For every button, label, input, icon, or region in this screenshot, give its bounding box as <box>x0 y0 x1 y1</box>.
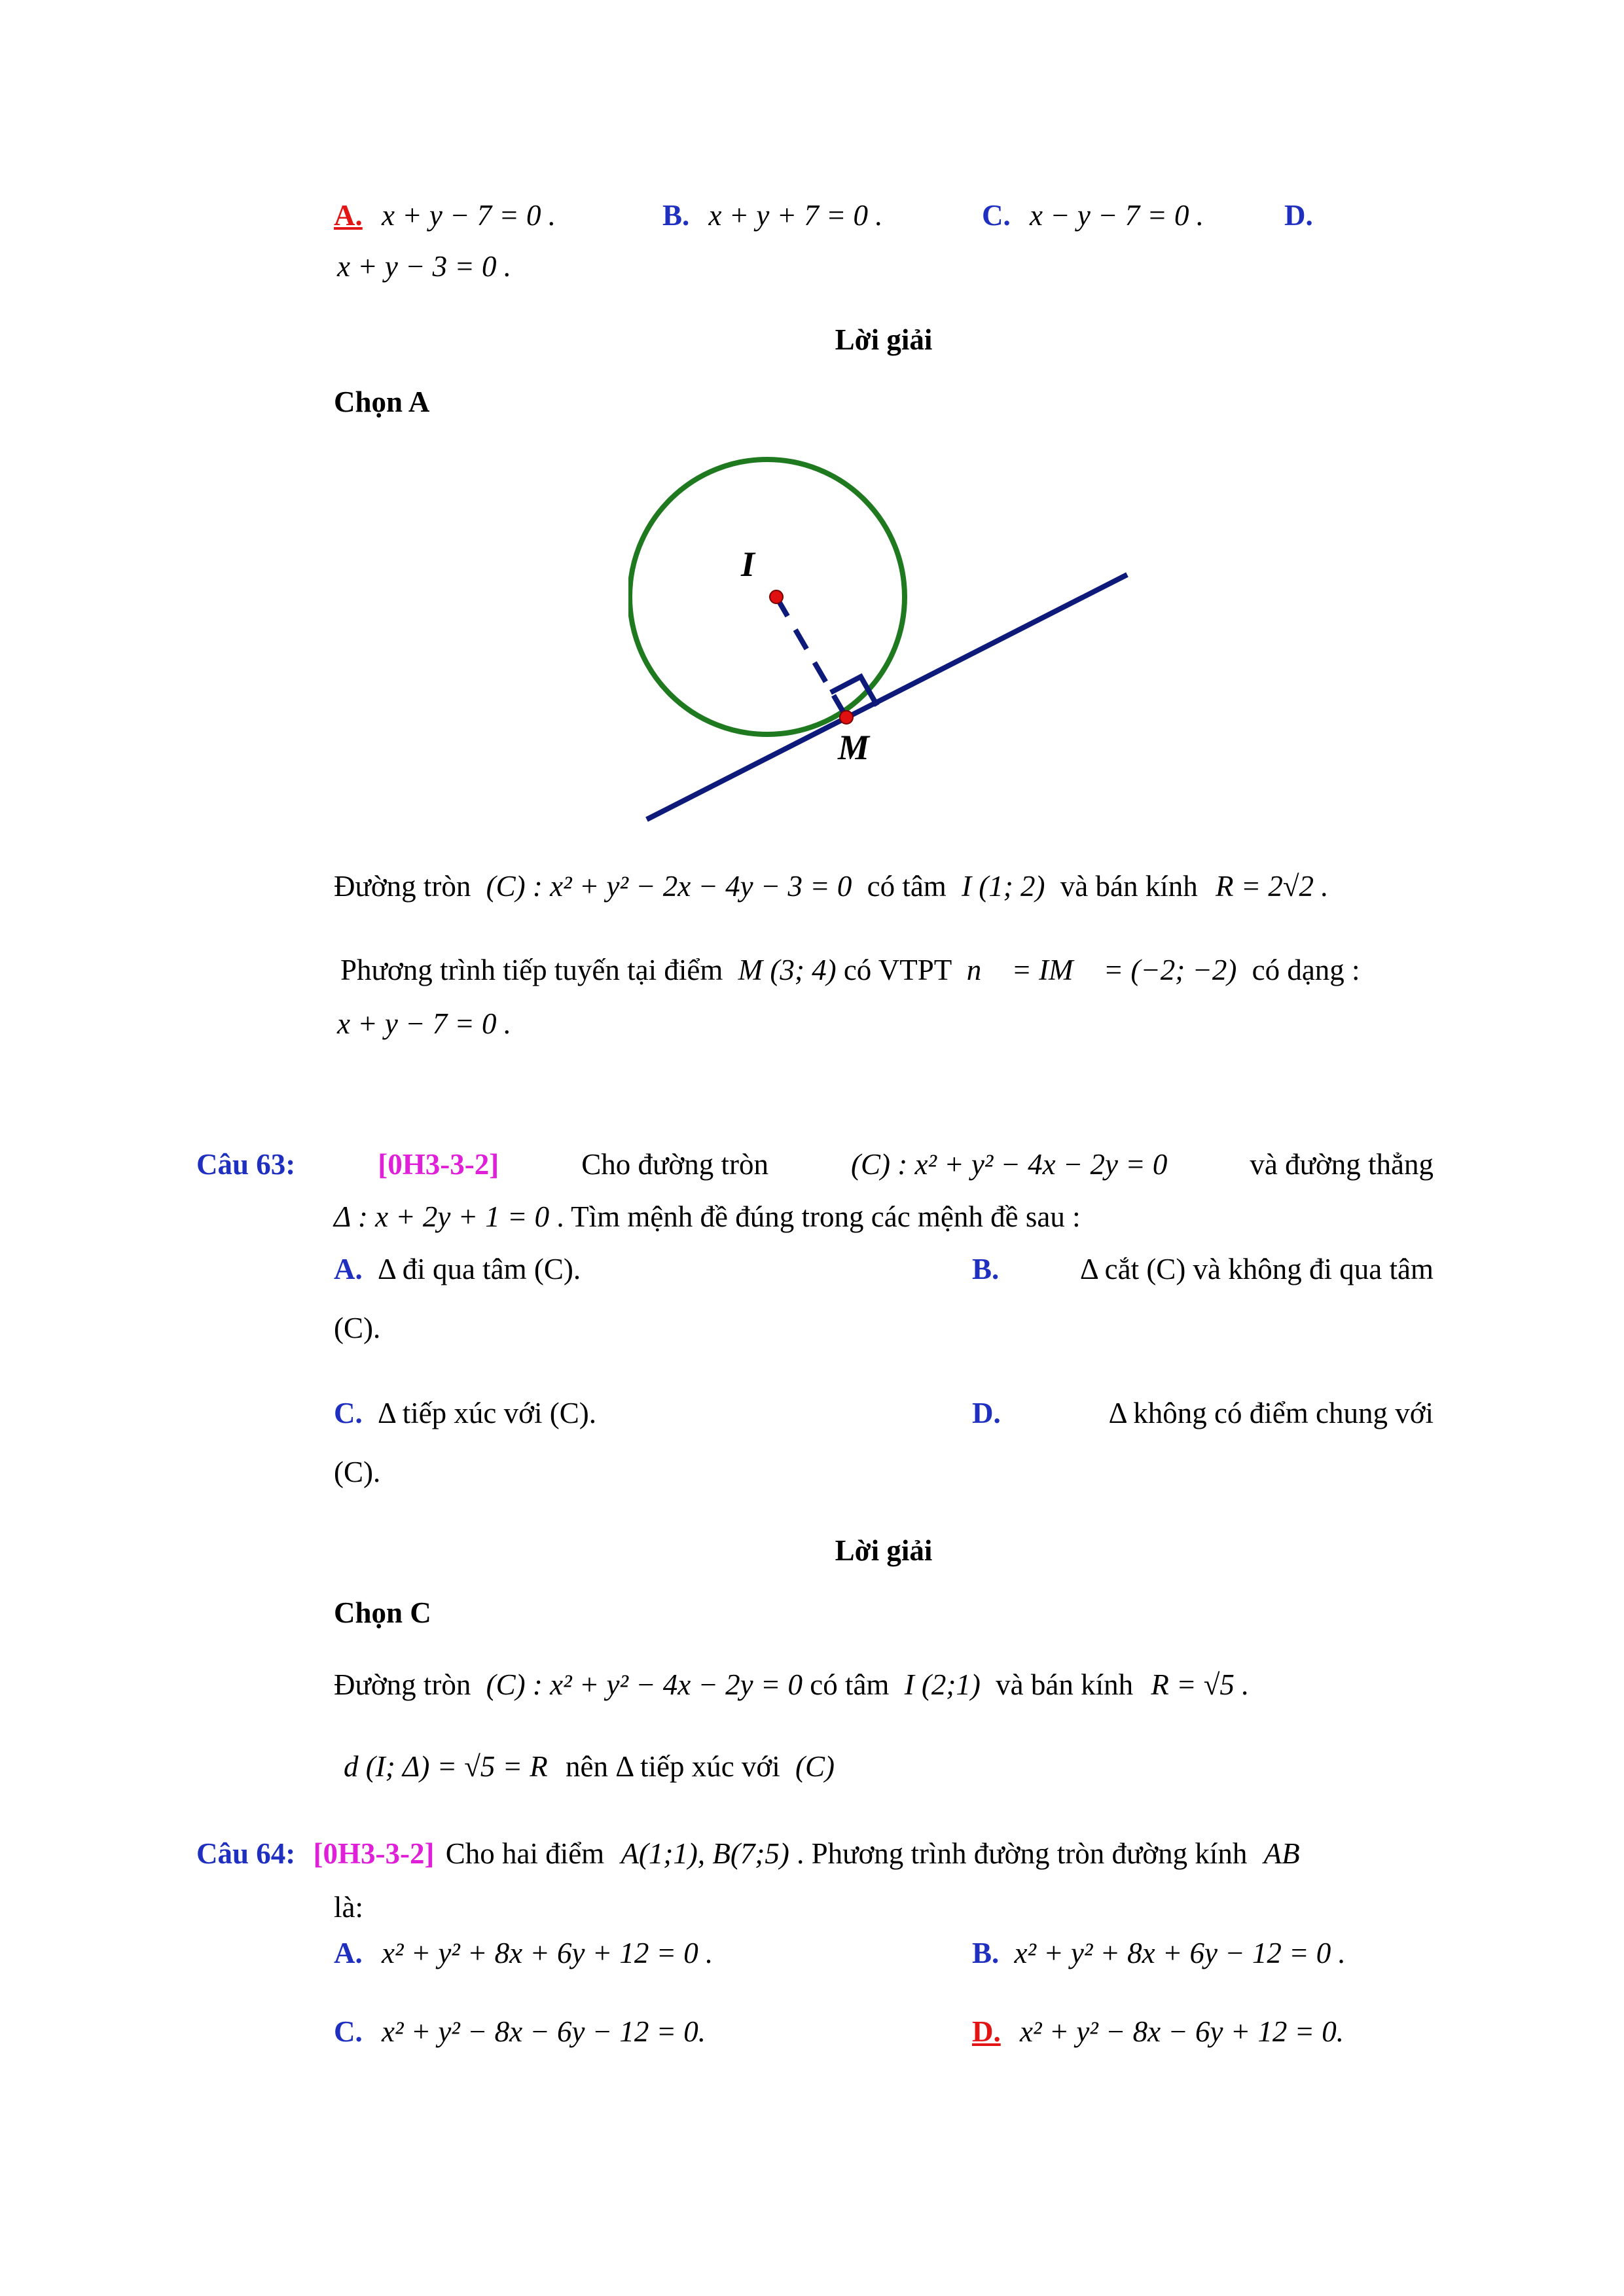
text: nên Δ tiếp xúc với <box>566 1750 780 1783</box>
question-tag: [0H3-3-2] <box>313 1837 435 1870</box>
option-label: C. <box>982 199 1011 232</box>
option-label: C. <box>334 1397 363 1429</box>
text: và bán kính <box>1060 870 1198 903</box>
q62-option-b[interactable] <box>662 200 883 232</box>
center-point: I (2;1) <box>904 1668 981 1701</box>
q64-option-b[interactable] <box>972 1937 1346 1970</box>
tangent-figure <box>628 452 1139 831</box>
circle-equation: (C) : x² + y² − 2x − 4y − 3 = 0 <box>486 870 852 903</box>
option-label: D. <box>1284 199 1313 232</box>
text: Phương trình tiếp tuyến tại điểm <box>340 954 723 986</box>
q63-stem-line-1 <box>196 1149 1434 1181</box>
option-label: A. <box>334 1937 363 1969</box>
solution-heading: Lời giải <box>835 1534 933 1567</box>
option-text: x² + y² − 8x − 6y − 12 = 0. <box>382 2015 706 2048</box>
q62-solution-line-2 <box>340 954 1360 987</box>
option-text: Δ không có điểm chung với <box>1108 1397 1434 1429</box>
tangent-line <box>647 575 1127 819</box>
option-text: x² + y² + 8x + 6y + 12 = 0 . <box>382 1937 713 1969</box>
question-number: Câu 64: <box>196 1837 296 1870</box>
label-m: M <box>838 728 870 767</box>
q64-stem-line-1 <box>196 1838 1300 1871</box>
option-label: D. <box>972 2015 1001 2048</box>
circle-equation: (C) : x² + y² − 4x − 2y = 0 <box>486 1668 803 1701</box>
q63-solution-line-1 <box>334 1669 1249 1702</box>
option-label: A. <box>334 199 363 232</box>
option-text: x² + y² + 8x + 6y − 12 = 0 . <box>1014 1937 1346 1969</box>
q62-solution-line-1 <box>334 870 1329 903</box>
point-i <box>770 590 783 603</box>
q63-option-d[interactable] <box>972 1397 1434 1430</box>
text: có tâm <box>810 1668 890 1701</box>
option-label: D. <box>972 1397 1001 1429</box>
q63-option-c[interactable] <box>334 1397 596 1430</box>
question-tag: [0H3-3-2] <box>378 1148 499 1181</box>
option-label: B. <box>972 1253 1000 1285</box>
option-label: A. <box>334 1253 363 1285</box>
option-text: x² + y² − 8x − 6y + 12 = 0. <box>1020 2015 1344 2048</box>
normal-vector: n⃗ = IM⃗ = (−2; −2) <box>966 954 1237 986</box>
text: có VTPT <box>843 954 952 986</box>
text: Cho đường tròn <box>581 1148 768 1181</box>
q63-stem-line-2 <box>334 1201 1081 1234</box>
points: A(1;1), B(7;5) <box>621 1837 789 1870</box>
q64-option-a[interactable] <box>334 1937 713 1970</box>
q63-solution-line-2 <box>344 1751 835 1784</box>
option-text: Δ cắt (C) và không đi qua tâm <box>1079 1253 1434 1285</box>
center-point: I (1; 2) <box>962 870 1045 903</box>
text: Đường tròn <box>334 870 471 903</box>
text: . Phương trình đường tròn đường kính <box>797 1837 1248 1870</box>
q64-stem-line-2: là: <box>334 1891 363 1924</box>
text: Đường tròn <box>334 1668 471 1701</box>
q63-option-d-cont: (C). <box>334 1456 381 1488</box>
option-label: C. <box>334 2015 363 2048</box>
text: có tâm <box>867 870 947 903</box>
text: và đường thẳng <box>1250 1148 1434 1181</box>
point-m <box>840 711 853 724</box>
radius-im <box>776 597 846 717</box>
label-i: I <box>741 545 755 584</box>
q62-option-d-text: x + y − 3 = 0 . <box>337 250 512 283</box>
line-equation: Δ : x + 2y + 1 = 0 <box>334 1200 550 1233</box>
q63-option-b[interactable] <box>972 1253 1434 1286</box>
option-label: B. <box>972 1937 1000 1969</box>
q63-option-a[interactable] <box>334 1253 581 1286</box>
distance-equation: d (I; Δ) = √5 = R <box>344 1750 548 1783</box>
option-text: Δ đi qua tâm (C). <box>378 1253 581 1285</box>
circle-equation: (C) : x² + y² − 4x − 2y = 0 <box>851 1148 1168 1181</box>
segment-ab: AB <box>1263 1837 1300 1870</box>
text: có dạng : <box>1252 954 1360 986</box>
option-text: x − y − 7 = 0 . <box>1030 199 1204 232</box>
q62-option-c[interactable] <box>982 200 1204 232</box>
text: Cho hai điểm <box>445 1837 605 1870</box>
text: . Tìm mệnh đề đúng trong các mệnh đề sau : <box>556 1200 1081 1233</box>
solution-choice: Chọn A <box>334 386 430 418</box>
q64-option-c[interactable] <box>334 2016 706 2049</box>
option-text: x + y − 7 = 0 . <box>382 199 556 232</box>
option-text: Δ tiếp xúc với (C). <box>378 1397 596 1429</box>
option-text: x + y + 7 = 0 . <box>708 199 883 232</box>
circle-ref: (C) <box>795 1750 835 1783</box>
q64-option-d[interactable] <box>972 2016 1344 2049</box>
radius-value: R = 2√2 . <box>1215 870 1329 903</box>
tangent-point: M (3; 4) <box>738 954 837 986</box>
solution-choice: Chọn C <box>334 1596 431 1629</box>
radius-value: R = √5 . <box>1151 1668 1250 1701</box>
circle-c <box>630 459 905 734</box>
q62-solution-line-3: x + y − 7 = 0 . <box>337 1007 512 1040</box>
q62-option-a[interactable] <box>334 200 556 232</box>
q63-option-b-cont: (C). <box>334 1312 381 1344</box>
q62-option-d[interactable] <box>1284 200 1313 232</box>
text: và bán kính <box>996 1668 1134 1701</box>
question-number: Câu 63: <box>196 1148 296 1181</box>
option-label: B. <box>662 199 690 232</box>
solution-heading: Lời giải <box>835 323 933 356</box>
